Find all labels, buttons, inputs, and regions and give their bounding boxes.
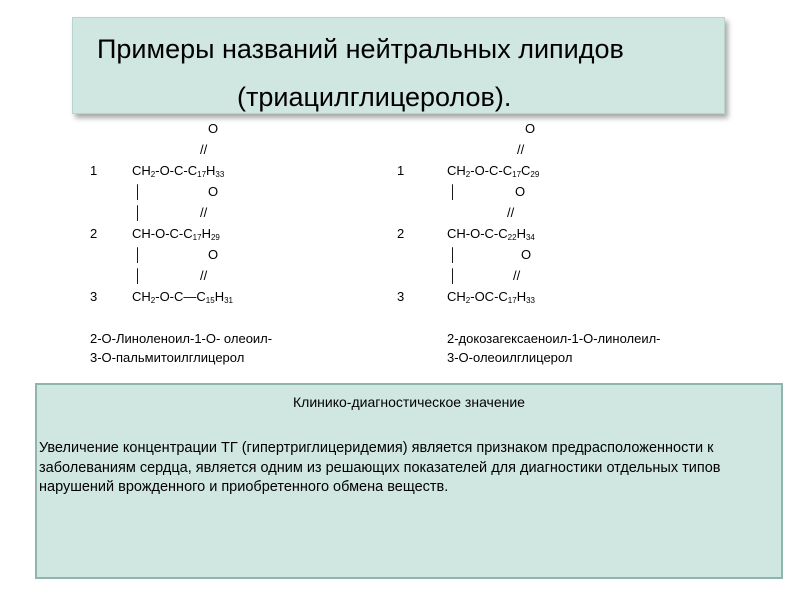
title-panel [72,17,725,114]
formula-fragment: // [200,142,208,157]
formula-fragment: $CH_2-O-C-C_{17}H_{33}$ [132,163,225,179]
formula-fragment: // [200,268,208,283]
formula-fragment: │ [134,247,143,262]
formula-fragment: O [208,121,219,136]
formula-fragment: // [200,205,208,220]
right-structural-formula [397,118,777,307]
right-formula-row [397,202,777,223]
formula-fragment: │ [134,268,143,283]
formula-fragment: O [208,247,219,262]
left-structural-formula [90,118,390,307]
carbon-position-number: 2 [90,226,98,241]
carbon-position-number: 3 [90,289,98,304]
right-formula-row [397,139,777,160]
left-formula-row [90,286,390,307]
left-formula-row [90,265,390,286]
formula-fragment: // [507,205,515,220]
formula-fragment: // [517,142,525,157]
formula-fragment: O [521,247,532,262]
right-formula-row [397,265,777,286]
clinical-info-panel [35,383,783,579]
formula-fragment: // [513,268,521,283]
formula-fragment: $CH-O-C-C_{17}H_{29}$ [132,226,220,242]
formula-fragment: │ [134,205,143,220]
carbon-position-number: 1 [90,163,98,178]
title-line-2: (триацилглицеролов). [237,82,512,112]
left-formula-row [90,181,390,202]
left-formula-row [90,202,390,223]
carbon-position-number: 3 [397,289,405,304]
left-compound-name-line-1: 2-О-Линоленоил-1-О- олеоил- [90,331,273,346]
carbon-position-number: 2 [397,226,405,241]
right-compound-name-line-2: 3-О-олеоилглицерол [447,350,573,365]
formula-fragment: O [208,184,219,199]
clinical-info-heading: Клинико-диагностическое значение [293,394,525,410]
formula-fragment: $CH_2-O-C-C_{17}C_{29}$ [447,163,540,179]
left-formula-row [90,118,390,139]
right-formula-row [397,181,777,202]
formula-fragment: $CH_2-OC-C_{17}H_{33}$ [447,289,535,305]
formula-fragment: │ [449,184,458,199]
left-formula-row [90,223,390,244]
left-formula-row [90,160,390,181]
formula-fragment: │ [449,247,458,262]
right-formula-row [397,286,777,307]
title-line-1: Примеры названий нейтральных липидов [97,34,624,64]
right-formula-row [397,118,777,139]
right-formula-row [397,244,777,265]
formula-fragment: │ [134,184,143,199]
right-formula-row [397,160,777,181]
clinical-info-text: Увеличение концентрации ТГ (гипертриглицеридемия) является признаком предрасположенности к заболеваниям сердца, является одним из решающих показателей для диагностики отдельных типов нарушений врожденного и приобретенного обмена веществ. [39,440,721,495]
formula-fragment: │ [449,268,458,283]
left-compound-name-line-2: 3-О-пальмитоилглицерол [90,350,245,365]
left-formula-row [90,244,390,265]
carbon-position-number: 1 [397,163,405,178]
formula-fragment: O [515,184,526,199]
formula-fragment: O [525,121,536,136]
formula-fragment: $CH_2-O-C—C_{15}H_{31}$ [132,289,233,305]
left-formula-row [90,139,390,160]
right-formula-row [397,223,777,244]
formula-fragment: $CH-O-C-C_{22}H_{34}$ [447,226,535,242]
right-compound-name-line-1: 2-докозагексаеноил-1-О-линолеил- [447,331,661,346]
